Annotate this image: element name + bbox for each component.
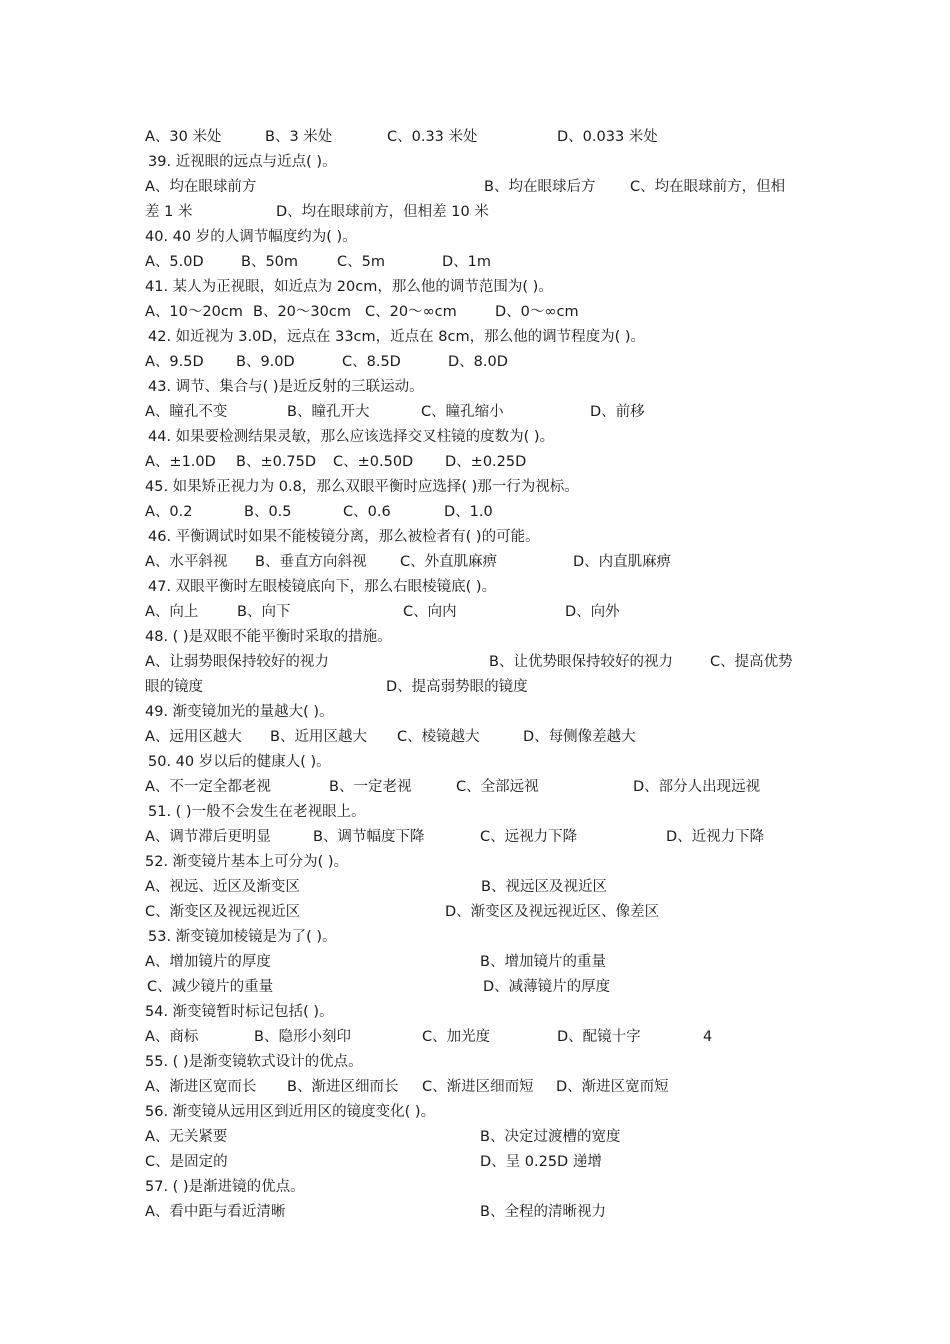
option-text: A、远用区越大 — [145, 729, 242, 745]
option-text: C、向内 — [403, 604, 457, 620]
option-text: D、呈 0.25D 递增 — [480, 1154, 602, 1170]
option-text: B、隐形小刻印 — [254, 1029, 351, 1045]
option-text: B、全程的清晰视力 — [480, 1204, 606, 1220]
option-text: C、0.33 米处 — [387, 129, 478, 145]
option-text: C、5m — [337, 254, 385, 270]
option-text: B、向下 — [237, 604, 291, 620]
option-text: B、决定过渡槽的宽度 — [480, 1129, 621, 1145]
option-text: D、配镜十字 — [557, 1029, 641, 1045]
question-line: 50. 40 岁以后的健康人( )。 — [148, 754, 331, 770]
option-text: B、瞳孔开大 — [287, 404, 370, 420]
option-text: A、调节滞后更明显 — [145, 829, 271, 845]
question-line: 39. 近视眼的远点与近点( )。 — [148, 154, 337, 170]
question-line: 41. 某人为正视眼，如近点为 20cm，那么他的调节范围为( )。 — [145, 279, 553, 295]
option-text: C、20～∞cm — [365, 304, 457, 320]
option-text: D、向外 — [565, 604, 620, 620]
option-text: B、视远区及视近区 — [481, 879, 607, 895]
question-line: 51. ( )一般不会发生在老视眼上。 — [148, 804, 366, 820]
question-line: 48. ( )是双眼不能平衡时采取的措施。 — [145, 629, 392, 645]
option-text: C、减少镜片的重量 — [147, 979, 274, 995]
option-text: B、渐进区细而长 — [287, 1079, 399, 1095]
option-text: B、9.0D — [236, 354, 295, 370]
option-text: D、每侧像差越大 — [523, 729, 636, 745]
option-text: A、均在眼球前方 — [145, 179, 257, 195]
option-text: A、9.5D — [145, 354, 204, 370]
option-text: B、让优势眼保持较好的视力 — [489, 654, 673, 670]
option-text: B、20～30cm — [253, 304, 351, 320]
question-line: 56. 渐变镜从远用区到近用区的镜度变化( )。 — [145, 1104, 436, 1120]
option-text: C、全部远视 — [456, 779, 539, 795]
question-line: 45. 如果矫正视力为 0.8，那么双眼平衡时应选择( )那一行为视标。 — [145, 479, 579, 495]
option-text: D、部分人出现远视 — [633, 779, 761, 795]
option-text: D、渐进区宽而短 — [556, 1079, 669, 1095]
option-text: C、提高优势 — [710, 654, 793, 670]
option-text: C、0.6 — [343, 504, 391, 520]
option-text: D、均在眼球前方，但相差 10 米 — [276, 204, 489, 220]
option-text: C、8.5D — [342, 354, 401, 370]
option-text: C、渐变区及视远视近区 — [145, 904, 301, 920]
question-line: 46. 平衡调试时如果不能棱镜分离，那么被检者有( )的可能。 — [148, 529, 540, 545]
option-text: A、30 米处 — [145, 129, 222, 145]
option-text: B、增加镜片的重量 — [480, 954, 606, 970]
option-text: D、1.0 — [444, 504, 493, 520]
option-text: D、1m — [442, 254, 492, 270]
option-text: D、近视力下降 — [666, 829, 765, 845]
option-text: D、减薄镜片的厚度 — [483, 979, 611, 995]
question-line: 53. 渐变镜加棱镜是为了( )。 — [148, 929, 337, 945]
option-text: 眼的镜度 — [145, 679, 203, 695]
option-text: B、0.5 — [244, 504, 292, 520]
option-text: 差 1 米 — [145, 204, 193, 220]
question-line: 42. 如近视为 3.0D，远点在 33cm，近点在 8cm，那么他的调节程度为( )。 — [148, 329, 646, 345]
option-text: A、不一定全都老视 — [145, 779, 271, 795]
question-line: 47. 双眼平衡时左眼棱镜底向下，那么右眼棱镜底( )。 — [148, 579, 497, 595]
option-text: B、均在眼球后方 — [484, 179, 596, 195]
option-text: B、±0.75D — [236, 454, 317, 470]
option-text: C、±0.50D — [333, 454, 414, 470]
option-text: A、0.2 — [145, 504, 193, 520]
option-text: A、水平斜视 — [145, 554, 228, 570]
option-text: C、棱镜越大 — [397, 729, 480, 745]
option-text: D、前移 — [590, 404, 645, 420]
option-text: A、±1.0D — [145, 454, 216, 470]
question-line: 43. 调节、集合与( )是近反射的三联运动。 — [148, 379, 424, 395]
option-text: C、均在眼球前方，但相 — [630, 179, 786, 195]
option-text: A、渐进区宽而长 — [145, 1079, 257, 1095]
option-text: C、渐进区细而短 — [422, 1079, 534, 1095]
option-text: D、0.033 米处 — [557, 129, 658, 145]
option-text: D、提高弱势眼的镜度 — [386, 679, 528, 695]
option-text: C、瞳孔缩小 — [421, 404, 504, 420]
question-line: 52. 渐变镜片基本上可分为( )。 — [145, 854, 349, 870]
option-text: A、瞳孔不变 — [145, 404, 228, 420]
question-line: 57. ( )是渐进镜的优点。 — [145, 1179, 305, 1195]
option-text: D、±0.25D — [445, 454, 527, 470]
option-text: C、加光度 — [422, 1029, 491, 1045]
option-text: A、向上 — [145, 604, 199, 620]
option-text: D、8.0D — [448, 354, 508, 370]
question-line: 40. 40 岁的人调节幅度约为( )。 — [145, 229, 357, 245]
option-text: A、商标 — [145, 1029, 199, 1045]
option-text: B、50m — [241, 254, 299, 270]
option-text: C、是固定的 — [145, 1154, 228, 1170]
question-line: 44. 如果要检测结果灵敏，那么应该选择交叉柱镜的度数为( )。 — [148, 429, 555, 445]
option-text: A、视远、近区及渐变区 — [145, 879, 300, 895]
question-line: 55. ( )是渐变镜软式设计的优点。 — [145, 1054, 363, 1070]
option-text: C、外直肌麻痹 — [400, 554, 498, 570]
option-text: D、渐变区及视远视近区、像差区 — [445, 904, 660, 920]
option-text: D、0～∞cm — [495, 304, 579, 320]
question-line: 54. 渐变镜暂时标记包括( )。 — [145, 1004, 334, 1020]
option-text: A、10～20cm — [145, 304, 243, 320]
option-text: A、让弱势眼保持较好的视力 — [145, 654, 329, 670]
option-text: A、无关紧要 — [145, 1129, 228, 1145]
option-text: B、垂直方向斜视 — [255, 554, 367, 570]
question-line: 49. 渐变镜加光的量越大( )。 — [145, 704, 334, 720]
option-text: A、看中距与看近清晰 — [145, 1204, 286, 1220]
option-text: B、调节幅度下降 — [313, 829, 425, 845]
option-text: C、远视力下降 — [480, 829, 578, 845]
option-text: D、内直肌麻痹 — [573, 554, 672, 570]
option-text: B、3 米处 — [265, 129, 333, 145]
option-text: A、增加镜片的厚度 — [145, 954, 271, 970]
option-text: B、一定老视 — [329, 779, 412, 795]
option-text: B、近用区越大 — [270, 729, 367, 745]
option-text: 4 — [703, 1029, 713, 1045]
option-text: A、5.0D — [145, 254, 204, 270]
